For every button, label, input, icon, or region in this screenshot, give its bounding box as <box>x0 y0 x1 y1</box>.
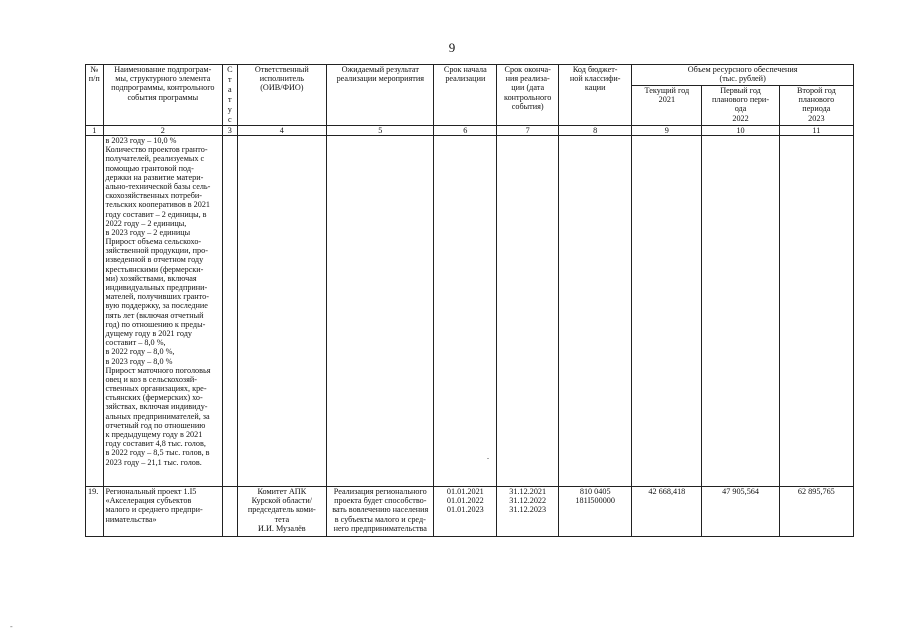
executor: Комитет АПК Курской области/ председатель коми- тета И.И. Музалёв <box>237 487 327 537</box>
cell-empty <box>223 136 237 487</box>
header-executor: Ответственный исполнитель (ОИВ/ФИО) <box>237 65 327 126</box>
header-status: С т а т у с <box>223 65 237 126</box>
header-num: № п/п <box>86 65 104 126</box>
amount-2023: 62 895,765 <box>779 487 853 537</box>
header-start: Срок начала реализации <box>434 65 497 126</box>
cell-empty <box>632 136 702 487</box>
cell-empty <box>434 136 497 487</box>
program-table <box>85 64 854 537</box>
table-row-continued <box>86 136 854 487</box>
header-resources: Объем ресурсного обеспечения (тыс. рублей) <box>632 65 854 86</box>
start-dates: 01.01.2021 01.01.2022 01.01.2023 <box>434 487 497 537</box>
indicator-text: в 2023 году – 10,0 % Количество проектов гранто- получателей, реализуемых с помощью грантовой под- держки на развитие матери- ально-технической базы сель- скохозяйственных потреби- тельских кооперативов в 2021 году составит – 2 единицы, в 2022 году – 2 единицы, в 2023 году – 2 единицы Прирост объема сельскохо- зяйственной продукции, про- изведенной в отчетном году крестьянскими (фермерски- ми) хозяйствами, включая индивидуальных предприни- мателей, получивших гранто- вую поддержку, за последние пять лет (включая отчетный год) по отношению к преды- дущему году в 2021 году составит – 8,0 %, в 2022 году – 8,0 %, в 2023 году – 8,0 % Прирост маточного поголовья овец и коз в сельскохозяй- ственных организациях, кре- стьянских (фермерских) хо- зяйствах, включая индивиду- альных предпринимателей, за отчетный год по отношению к предыдущему году в 2021 году составит 4,8 тыс. голов, в 2022 году – 8,5 тыс. голов, в 2023 году – 21,1 тыс. голов. <box>103 136 223 487</box>
cell-empty <box>779 136 853 487</box>
column-number: 1 <box>86 126 104 136</box>
header-result: Ожидаемый результат реализации мероприятия <box>327 65 434 126</box>
project-name: Региональный проект 1.I5 «Акселерация субъектов малого и среднего предпри- нимательства» <box>103 487 223 537</box>
header-name: Наименование подпрограм- мы, структурного элемента подпрограммы, контрольного события программы <box>103 65 223 126</box>
header-end: Срок оконча- ния реализа- ции (дата контрольного события) <box>497 65 559 126</box>
header-year-2021: Текущий год 2021 <box>632 86 702 126</box>
column-number-row <box>86 126 854 136</box>
header-year-2023: Второй год планового периода 2023 <box>779 86 853 126</box>
cell-empty <box>702 136 779 487</box>
column-number: 10 <box>702 126 779 136</box>
margin-mark: - <box>10 622 13 631</box>
amount-2022: 47 905,564 <box>702 487 779 537</box>
column-number: 3 <box>223 126 237 136</box>
table-row-19 <box>86 487 854 537</box>
cell-empty <box>497 136 559 487</box>
header-year-2022: Первый год планового пери- ода 2022 <box>702 86 779 126</box>
column-number: 4 <box>237 126 327 136</box>
column-number: 5 <box>327 126 434 136</box>
expected-result: Реализация регионального проекта будет способство- вать вовлечению населения в субъекты малого и сред- него предпринимательства <box>327 487 434 537</box>
column-number: 11 <box>779 126 853 136</box>
cell-empty <box>327 136 434 487</box>
cell-empty <box>237 136 327 487</box>
column-number: 2 <box>103 126 223 136</box>
header-budget-code: Код бюджет- ной классифи- кации <box>559 65 632 126</box>
column-number: 8 <box>559 126 632 136</box>
cell-empty <box>559 136 632 487</box>
page-number: 9 <box>448 40 456 55</box>
end-dates: 31.12.2021 31.12.2022 31.12.2023 <box>497 487 559 537</box>
cell-empty <box>86 136 104 487</box>
column-number: 7 <box>497 126 559 136</box>
column-number: 9 <box>632 126 702 136</box>
amount-2021: 42 668,418 <box>632 487 702 537</box>
status-cell <box>223 487 237 537</box>
column-number: 6 <box>434 126 497 136</box>
budget-code: 810 0405 181I500000 <box>559 487 632 537</box>
stray-dot: . <box>487 452 489 461</box>
header-row <box>86 65 854 86</box>
row-number: 19. <box>86 487 104 537</box>
